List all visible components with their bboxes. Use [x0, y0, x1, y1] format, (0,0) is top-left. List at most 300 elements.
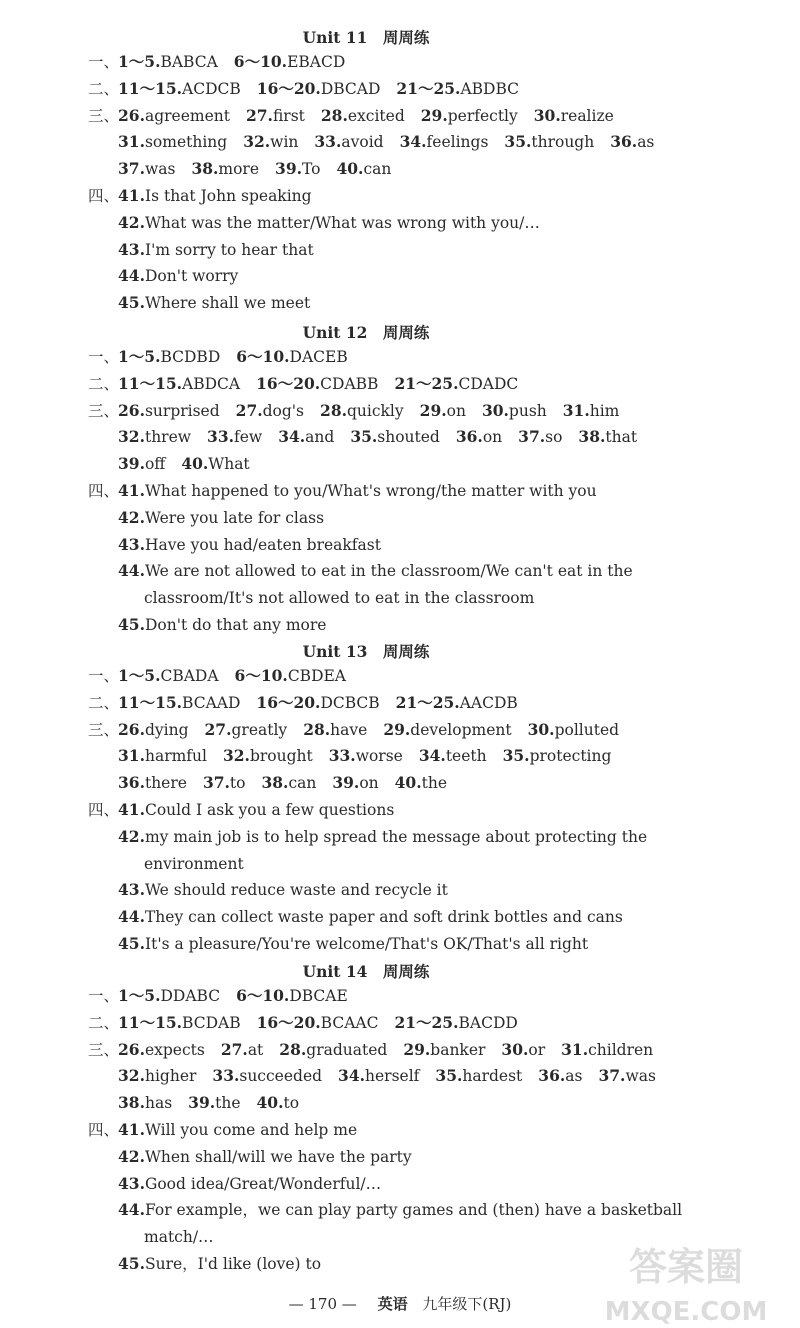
answer-text: harmful	[144, 747, 207, 766]
svg-text:答案圈: 答案圈	[628, 1245, 744, 1289]
answer-text: CDADC	[458, 374, 519, 393]
answer-text: agreement	[144, 106, 230, 125]
answer-item	[118, 1040, 205, 1060]
section-prefix: 四、	[88, 1121, 120, 1139]
answer-text: Is that John speaking	[144, 187, 312, 205]
answer-text: quickly	[347, 401, 404, 420]
answer-item	[394, 374, 518, 394]
answer-text: I'm sorry to hear that	[144, 240, 314, 259]
answer-item	[256, 693, 379, 713]
question-number: 30.	[501, 1039, 529, 1059]
answer-item	[118, 827, 647, 847]
answer-line	[88, 934, 588, 954]
answer-line	[88, 1227, 214, 1247]
answer-item	[528, 720, 619, 740]
question-number: 30.	[533, 105, 561, 125]
answer-line	[88, 266, 238, 286]
answer-item	[118, 720, 189, 740]
answer-item	[332, 773, 378, 793]
question-number: 30.	[527, 719, 555, 739]
question-number: 34.	[278, 427, 306, 447]
answer-item	[118, 1066, 196, 1086]
question-number: 45.	[118, 615, 145, 634]
answer-item	[234, 52, 345, 72]
question-number: 33.	[328, 746, 356, 766]
question-number: 44.	[118, 266, 145, 286]
answer-text: Don't do that any more	[144, 616, 327, 634]
answer-text: Good idea/Great/Wonderful/…	[144, 1174, 382, 1193]
question-number: 16～20.	[256, 1012, 321, 1032]
question-number: 11～15.	[118, 1012, 183, 1032]
question-number: 38.	[578, 427, 606, 447]
question-number: 40.	[256, 1093, 284, 1113]
question-number: 27.	[235, 400, 263, 420]
answer-text: first	[272, 106, 305, 125]
answer-text: the	[215, 1094, 241, 1113]
answer-text: environment	[144, 854, 244, 873]
answer-line	[88, 827, 647, 847]
answer-item	[320, 401, 404, 421]
question-number: 33.	[212, 1066, 240, 1086]
answer-item	[336, 159, 391, 179]
answer-item	[421, 106, 518, 126]
question-number: 41.	[118, 1120, 145, 1139]
section-prefix: 一、	[88, 987, 120, 1005]
answer-text: brought	[249, 747, 313, 766]
answer-text: hardest	[462, 1067, 523, 1086]
answer-text: protecting	[529, 747, 612, 766]
answer-item	[144, 854, 244, 874]
answer-item	[118, 293, 310, 313]
question-number: 6～10.	[234, 666, 288, 685]
answer-text: DCBCB	[320, 693, 380, 712]
answer-item	[403, 1040, 485, 1060]
answer-text: They can collect waste paper and soft drink bottles and cans	[144, 908, 623, 927]
answer-item	[118, 159, 175, 179]
question-number: 42.	[118, 1146, 145, 1166]
question-number: 21～25.	[396, 78, 461, 98]
answer-item	[610, 132, 654, 152]
section-prefix: 二、	[88, 693, 120, 712]
question-number: 37.	[598, 1066, 626, 1086]
answer-item	[257, 79, 381, 99]
answer-item	[203, 773, 246, 793]
answer-text: BCAAD	[182, 693, 241, 712]
answer-item	[118, 1200, 682, 1220]
question-number: 27.	[220, 1039, 248, 1059]
answer-line	[88, 720, 619, 740]
answer-text: on	[482, 428, 503, 447]
answer-item	[118, 561, 633, 581]
answer-text: BACDD	[458, 1013, 518, 1032]
answer-item	[278, 427, 334, 447]
answer-text: BCDBD	[160, 348, 221, 366]
question-number: 11～15.	[118, 78, 183, 98]
answer-text: BCAAC	[320, 1013, 379, 1032]
answer-line	[88, 1200, 682, 1220]
answer-text: match/…	[144, 1228, 214, 1247]
answer-text: Don't worry	[144, 267, 239, 286]
answer-text: on	[359, 774, 379, 793]
answer-item	[538, 1066, 582, 1086]
question-number: 11～15.	[118, 692, 183, 712]
answer-text: To	[302, 160, 321, 179]
watermark-logo	[586, 1236, 786, 1328]
question-number: 16～20.	[256, 373, 321, 393]
answer-text: What was the matter/What was wrong with you/…	[144, 213, 540, 232]
question-number: 31.	[562, 400, 590, 420]
answer-item	[561, 1040, 653, 1060]
svg-text:MXQE.COM: MXQE.COM	[604, 1297, 768, 1327]
answer-item	[261, 773, 316, 793]
answer-text: dog's	[262, 401, 305, 420]
question-number: 35.	[435, 1066, 463, 1086]
answer-item	[118, 535, 381, 555]
question-number: 34.	[418, 746, 446, 766]
answer-text: was	[625, 1067, 656, 1086]
section-prefix: 一、	[88, 348, 120, 366]
answer-item	[420, 401, 466, 421]
answer-text: and	[305, 428, 335, 447]
answer-item	[236, 986, 348, 1006]
answer-text: DBCAD	[320, 79, 381, 98]
unit-title: Unit 13 周周练	[302, 642, 430, 661]
question-number: 1～5.	[118, 52, 161, 71]
answer-line	[88, 880, 448, 900]
answer-item	[118, 773, 187, 793]
question-number: 29.	[403, 1039, 431, 1059]
answer-item	[275, 159, 320, 179]
answer-line	[88, 159, 391, 179]
answer-item	[236, 401, 304, 421]
answer-item	[118, 106, 230, 126]
unit-title: Unit 11 周周练	[302, 28, 430, 47]
answer-line	[88, 52, 345, 72]
question-number: 44.	[118, 907, 145, 927]
grade-label: 九年级下(RJ)	[422, 1295, 512, 1313]
answer-text: ABDBC	[460, 79, 520, 98]
answer-text: to	[283, 1094, 300, 1113]
answer-text: development	[410, 720, 512, 739]
answer-text: DBCAE	[289, 987, 348, 1005]
answer-item	[118, 880, 448, 900]
answer-text: can	[288, 774, 317, 793]
answer-item	[144, 1227, 214, 1247]
answer-text: perfectly	[447, 106, 518, 125]
answer-item	[118, 266, 238, 286]
answer-item	[118, 666, 219, 686]
question-number: 29.	[419, 400, 447, 420]
answer-line	[88, 666, 346, 686]
question-number: 44.	[118, 561, 145, 581]
question-number: 43.	[118, 239, 145, 259]
answer-text: can	[363, 160, 392, 179]
answer-text: expects	[144, 1040, 205, 1059]
answer-line	[88, 1040, 653, 1060]
answer-text: that	[605, 428, 638, 447]
answer-line	[88, 427, 637, 447]
answer-item	[207, 427, 262, 447]
question-number: 43.	[118, 534, 145, 554]
answer-item	[118, 693, 240, 713]
answer-text: We are not allowed to eat in the classroom/We can't eat in the	[144, 562, 633, 581]
answer-text: greatly	[231, 720, 288, 739]
question-number: 41.	[118, 186, 145, 205]
answer-line	[88, 854, 244, 874]
answer-line	[88, 1066, 656, 1086]
answer-item	[236, 347, 347, 367]
answer-item	[578, 427, 637, 447]
answer-text: has	[144, 1094, 173, 1113]
section-prefix: 二、	[88, 374, 120, 393]
question-number: 28.	[320, 105, 348, 125]
answer-item	[246, 106, 305, 126]
answer-text: When shall/will we have the party	[144, 1147, 412, 1166]
answer-text: Have you had/eaten breakfast	[144, 535, 381, 554]
question-number: 36.	[610, 132, 638, 152]
question-number: 36.	[455, 427, 483, 447]
answer-line	[88, 693, 518, 713]
answer-text: was	[144, 160, 176, 179]
answer-line	[88, 588, 534, 608]
answer-text: herself	[365, 1067, 420, 1086]
answer-text: more	[218, 160, 260, 179]
answer-line	[88, 132, 654, 152]
unit-title: Unit 14 周周练	[302, 962, 430, 981]
answer-text: classroom/It's not allowed to eat in the classroom	[144, 589, 535, 608]
answer-text: dying	[144, 720, 189, 739]
answer-text: off	[144, 455, 166, 474]
answer-item	[118, 186, 312, 206]
question-number: 31.	[118, 132, 145, 152]
answer-text: him	[589, 401, 620, 420]
answer-text: so	[545, 428, 563, 447]
question-number: 28.	[320, 400, 347, 420]
answer-line	[88, 401, 619, 421]
answer-item	[396, 693, 518, 713]
answer-item	[144, 588, 534, 608]
answer-item	[221, 1040, 263, 1060]
question-number: 16～20.	[256, 692, 321, 712]
answer-text: What	[208, 455, 250, 474]
answer-item	[118, 986, 220, 1006]
answer-text: Where shall we meet	[144, 294, 311, 313]
question-number: 32.	[118, 427, 145, 447]
answer-text: succeeded	[239, 1067, 323, 1086]
question-number: 32.	[222, 746, 250, 766]
question-number: 39.	[188, 1093, 216, 1113]
question-number: 28.	[279, 1039, 307, 1059]
question-number: 39.	[332, 773, 360, 793]
answer-item	[400, 132, 489, 152]
question-number: 16～20.	[256, 78, 321, 98]
answer-item	[118, 907, 623, 927]
answer-item	[314, 132, 383, 152]
answer-item	[118, 1147, 412, 1167]
answer-text: push	[508, 401, 547, 420]
answer-text: CDABB	[320, 374, 379, 393]
question-number: 36.	[118, 773, 145, 793]
answer-text: excited	[347, 106, 405, 125]
answer-item	[118, 427, 191, 447]
answer-text: shouted	[377, 428, 440, 447]
answer-item	[598, 1066, 655, 1086]
answer-line	[88, 240, 314, 260]
answer-item	[212, 1066, 322, 1086]
answer-text: as	[565, 1067, 583, 1086]
question-number: 41.	[118, 481, 145, 500]
section-prefix: 三、	[88, 1040, 120, 1059]
answer-text: something	[144, 133, 228, 152]
answer-text: my main job is to help spread the message about protecting the	[144, 827, 648, 846]
question-number: 44.	[118, 1200, 145, 1220]
question-number: 21～25.	[395, 692, 460, 712]
answer-item	[435, 1066, 522, 1086]
question-number: 30.	[481, 400, 509, 420]
answer-text: banker	[430, 1040, 486, 1059]
question-number: 45.	[118, 1254, 145, 1273]
answer-item	[563, 401, 620, 421]
answer-item	[118, 1254, 321, 1274]
answer-line	[88, 1120, 357, 1140]
section-prefix: 三、	[88, 720, 120, 739]
question-number: 35.	[504, 132, 532, 152]
answer-line	[88, 79, 519, 99]
question-number: 40.	[394, 773, 422, 793]
question-number: 39.	[275, 159, 302, 179]
answer-item	[329, 746, 403, 766]
answer-item	[395, 773, 447, 793]
answer-item	[118, 213, 540, 233]
question-number: 36.	[538, 1066, 566, 1086]
question-number: 31.	[118, 746, 145, 766]
answer-text: there	[144, 774, 187, 793]
answer-item	[118, 374, 240, 394]
answer-text: What happened to you/What's wrong/the matter with you	[144, 482, 597, 500]
answer-item	[501, 1040, 545, 1060]
answer-item	[396, 79, 519, 99]
answer-item	[303, 720, 367, 740]
answer-line	[88, 293, 310, 313]
answer-item	[482, 401, 547, 421]
answer-text: teeth	[445, 747, 487, 766]
section-prefix: 三、	[88, 106, 120, 125]
answer-line	[88, 773, 447, 793]
answer-item	[205, 720, 288, 740]
section-prefix: 三、	[88, 401, 120, 420]
answer-text: feelings	[426, 133, 489, 152]
question-number: 26.	[118, 400, 145, 420]
answer-line	[88, 374, 518, 394]
question-number: 11～15.	[118, 373, 183, 393]
answer-line	[88, 800, 394, 820]
answer-text: BCDAB	[182, 1013, 241, 1032]
question-number: 42.	[118, 826, 145, 846]
question-number: 32.	[243, 132, 271, 152]
answer-item	[419, 746, 487, 766]
answer-text: polluted	[554, 720, 620, 739]
answer-text: to	[229, 774, 246, 793]
answer-item	[243, 132, 298, 152]
question-number: 45.	[118, 293, 145, 313]
answer-text: win	[270, 133, 299, 152]
answer-text: the	[421, 774, 447, 793]
answer-text: children	[588, 1040, 654, 1059]
answer-line	[88, 986, 348, 1006]
question-number: 21～25.	[394, 373, 459, 393]
answer-item	[118, 508, 324, 528]
answer-text: ABDCA	[182, 374, 241, 393]
answer-item	[118, 1120, 357, 1140]
question-number: 38.	[191, 159, 219, 179]
answer-item	[118, 615, 326, 635]
question-number: 26.	[118, 105, 145, 125]
answer-text: at	[247, 1040, 264, 1059]
answer-line	[88, 347, 348, 367]
subject-label: 英语	[377, 1295, 408, 1313]
answer-item	[534, 106, 614, 126]
answer-item	[503, 746, 612, 766]
answer-text: Were you late for class	[144, 508, 325, 527]
answer-item	[188, 1093, 240, 1113]
answer-item	[383, 720, 511, 740]
question-number: 33.	[314, 132, 342, 152]
answer-line	[88, 1254, 321, 1274]
question-number: 32.	[118, 1066, 145, 1086]
question-number: 1～5.	[118, 347, 161, 366]
question-number: 35.	[350, 427, 378, 447]
answer-text: It's a pleasure/You're welcome/That's OK/That's all right	[144, 935, 589, 953]
question-number: 28.	[303, 719, 331, 739]
answer-item	[118, 1093, 172, 1113]
answer-line	[88, 746, 611, 766]
question-number: 42.	[118, 507, 145, 527]
answer-item	[118, 934, 588, 954]
answer-line	[88, 1013, 518, 1033]
question-number: 35.	[502, 746, 530, 766]
question-number: 27.	[245, 105, 273, 125]
answer-item	[257, 1013, 379, 1033]
answer-item	[394, 1013, 517, 1033]
answer-item	[118, 800, 394, 820]
section-prefix: 四、	[88, 187, 120, 205]
answer-item	[257, 1093, 300, 1113]
answer-item	[518, 427, 562, 447]
question-number: 43.	[118, 1173, 145, 1193]
answer-item	[321, 106, 405, 126]
section-prefix: 二、	[88, 79, 120, 98]
section-prefix: 二、	[88, 1013, 120, 1032]
answer-line	[88, 907, 623, 927]
question-number: 38.	[261, 773, 289, 793]
question-number: 6～10.	[233, 52, 288, 71]
question-number: 39.	[118, 454, 145, 474]
answer-text: BABCA	[160, 53, 218, 71]
answer-item	[118, 481, 597, 501]
answer-text: Will you come and help me	[144, 1121, 358, 1139]
question-number: 34.	[338, 1066, 366, 1086]
answer-text: Could I ask you a few questions	[144, 801, 395, 819]
answer-line	[88, 508, 324, 528]
answer-text: threw	[144, 428, 192, 447]
answer-line	[88, 481, 597, 501]
answer-item	[223, 746, 313, 766]
question-number: 38.	[118, 1093, 145, 1113]
answer-item	[118, 347, 220, 367]
question-number: 37.	[202, 773, 230, 793]
answer-line	[88, 213, 540, 233]
page-number: — 170 —	[288, 1295, 357, 1313]
